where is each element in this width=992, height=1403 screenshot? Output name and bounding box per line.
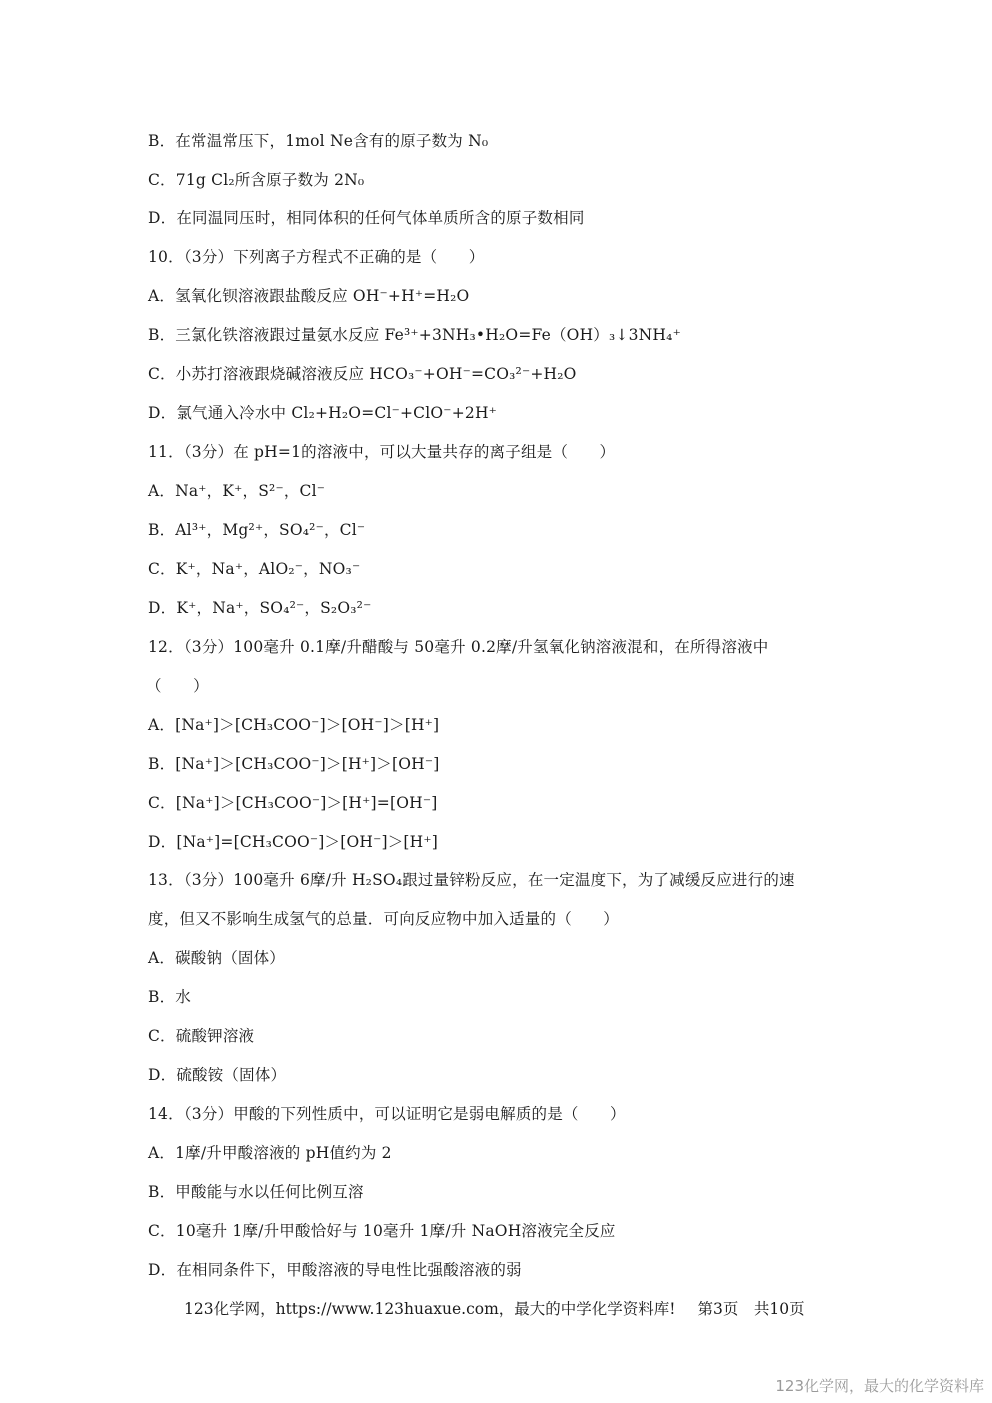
q9-option-d: D．在同温同压时，相同体积的任何气体单质所含的原子数相同 (148, 209, 585, 227)
watermark: 123化学网，最大的化学资料库 (775, 1377, 984, 1395)
question-10: 10．（3分）下列离子方程式不正确的是（ ） (148, 248, 485, 266)
q13-option-a: A．碳酸钠（固体） (148, 949, 285, 967)
q10-option-d: D．氯气通入冷水中 Cl₂+H₂O=Cl⁻+ClO⁻+2H⁺ (148, 404, 498, 422)
q10-option-b: B．三氯化铁溶液跟过量氨水反应 Fe³⁺+3NH₃•H₂O=Fe（OH）₃↓3NH₄⁺ (148, 326, 681, 344)
q13-option-c: C．硫酸钾溶液 (148, 1027, 255, 1045)
question-14: 14．（3分）甲酸的下列性质中，可以证明它是弱电解质的是（ ） (148, 1105, 626, 1123)
footer-page-info: 第3页 共10页 (697, 1300, 805, 1318)
q11-option-c: C．K⁺，Na⁺，AlO₂⁻，NO₃⁻ (148, 560, 361, 578)
question-11: 11．（3分）在 pH=1的溶液中，可以大量共存的离子组是（ ） (148, 443, 616, 461)
page-footer (184, 1299, 805, 1319)
q13-option-b: B．水 (148, 988, 191, 1006)
q14-option-b: B．甲酸能与水以任何比例互溶 (148, 1183, 364, 1201)
q9-option-c: C．71g Cl₂所含原子数为 2N₀ (148, 171, 365, 189)
q11-option-d: D．K⁺，Na⁺，SO₄²⁻，S₂O₃²⁻ (148, 599, 372, 617)
q11-option-b: B．Al³⁺，Mg²⁺，SO₄²⁻，Cl⁻ (148, 521, 366, 539)
question-13-continuation: 度，但又不影响生成氢气的总量．可向反应物中加入适量的（ ） (148, 910, 620, 928)
question-13: 13．（3分）100毫升 6摩/升 H₂SO₄跟过量锌粉反应，在一定温度下，为了减缓反应进行的速 (148, 871, 795, 889)
q9-option-b: B．在常温常压下，1mol Ne含有的原子数为 N₀ (148, 132, 489, 150)
q10-option-c: C．小苏打溶液跟烧碱溶液反应 HCO₃⁻+OH⁻=CO₃²⁻+H₂O (148, 365, 577, 383)
q12-option-c: C．[Na⁺]＞[CH₃COO⁻]＞[H⁺]=[OH⁻] (148, 794, 438, 812)
q11-option-a: A．Na⁺，K⁺，S²⁻，Cl⁻ (148, 482, 326, 500)
footer-site-text: 123化学网，https://www.123huaxue.com，最大的中学化学资料库! (184, 1300, 676, 1318)
question-12: 12．（3分）100毫升 0.1摩/升醋酸与 50毫升 0.2摩/升氢氧化钠溶液混和，在所得溶液中 (148, 638, 769, 656)
q12-option-b: B．[Na⁺]＞[CH₃COO⁻]＞[H⁺]＞[OH⁻] (148, 755, 440, 773)
q10-option-a: A．氢氧化钡溶液跟盐酸反应 OH⁻+H⁺=H₂O (148, 287, 470, 305)
q13-option-d: D．硫酸铵（固体） (148, 1066, 287, 1084)
q14-option-a: A．1摩/升甲酸溶液的 pH值约为 2 (148, 1144, 392, 1162)
question-12-continuation: （ ） (146, 677, 209, 695)
q12-option-d: D．[Na⁺]=[CH₃COO⁻]＞[OH⁻]＞[H⁺] (148, 833, 439, 851)
q14-option-c: C．10毫升 1摩/升甲酸恰好与 10毫升 1摩/升 NaOH溶液完全反应 (148, 1222, 616, 1240)
q12-option-a: A．[Na⁺]＞[CH₃COO⁻]＞[OH⁻]＞[H⁺] (148, 716, 440, 734)
q14-option-d: D．在相同条件下，甲酸溶液的导电性比强酸溶液的弱 (148, 1261, 522, 1279)
